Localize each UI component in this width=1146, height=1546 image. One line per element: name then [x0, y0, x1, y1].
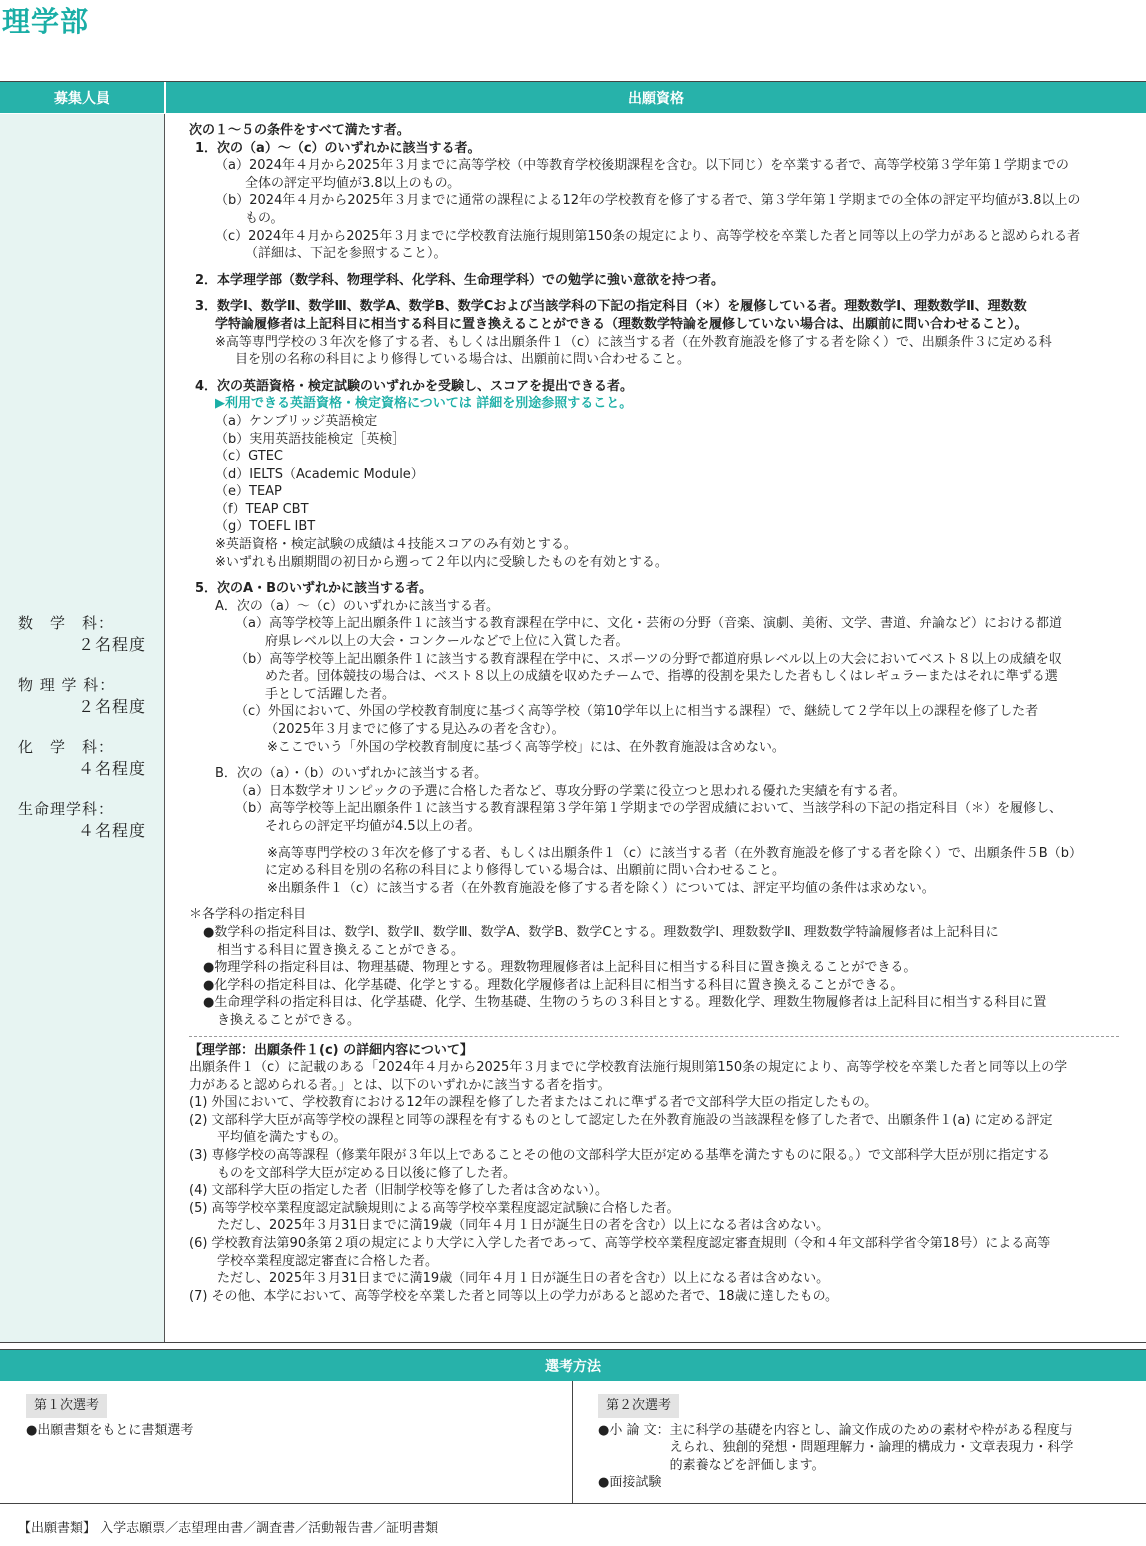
spacer	[189, 897, 1129, 906]
essay-desc: 主に科学の基礎を内容とし、論文作成のための素材や枠がある程度与	[669, 1422, 1073, 1438]
table-bottom-border	[0, 1342, 1146, 1343]
qualification-line: めた者。団体競技の場合は、ベスト８以上の成績を収めたチームで、指導的役割を果たした者もしくはレギュラーまたはそれに準ずる選	[265, 669, 1058, 685]
recruit-column	[0, 114, 165, 1342]
spacer	[189, 571, 1129, 580]
qualification-line: （詳細は、下記を参照すること）。	[245, 246, 447, 262]
qualification-line: 出願条件１（c）に記載のある「2024年４月から2025年３月までに学校教育法施行規則第150条の規定により、高等学校を卒業した者と同等以上の学	[189, 1060, 1068, 1076]
qualification-line: （b）高等学校等上記出願条件１に該当する教育課程在学中に、スポーツの分野で都道府県レベル以上の大会においてベスト８以上の成績を収	[235, 651, 1062, 667]
qualification-line: ただし、2025年３月31日までに満19歳（同年４月１日が誕生日の者を含む）以上になる者は含めない。	[217, 1271, 830, 1287]
essay-desc: 的素養などを評価します。	[669, 1457, 825, 1473]
qualification-line: (4) 文部科学大臣の指定した者（旧制学校等を修了した者は含めない）。	[189, 1183, 609, 1199]
qualification-line: 平均値を満たすもの。	[217, 1130, 347, 1146]
qualification-text	[189, 122, 1129, 1305]
qualification-line: （f）TEAP CBT	[215, 501, 309, 517]
department-count: ２名程度	[78, 697, 147, 716]
first-selection	[26, 1394, 193, 1439]
page-title: 理学部	[2, 5, 90, 38]
qualification-line: ＊各学科の指定科目	[189, 907, 307, 923]
header-recruit	[0, 82, 164, 113]
selection-header	[0, 1350, 1146, 1381]
qualification-line: 学校卒業程度認定審査に合格した者。	[217, 1253, 439, 1269]
qualification-line: 学特論履修者は上記科目に相当する科目に置き換えることができる（理数数学特論を履修していない場合は、出願前に問い合わせること）。	[215, 316, 1028, 332]
qualification-line: 1．次の（a）～（c）のいずれかに該当する者。	[195, 140, 481, 156]
qualification-line: もの。	[245, 210, 284, 226]
spacer	[189, 756, 1129, 765]
qualification-line: (1) 外国において、学校教育における12年の課程を修了した者またはこれに準ずる者で文部科学大臣の指定したもの。	[189, 1095, 878, 1111]
header-recruit-label: 募集人員	[54, 90, 110, 107]
department-name: 数 学 科：	[18, 614, 115, 632]
qualification-line: （a）日本数学オリンピックの予選に合格した者など、専攻分野の学業に役立つと思われる優れた実績を有する者。	[235, 783, 906, 799]
qualification-line: 5．次のA・Bのいずれかに該当する者。	[195, 581, 433, 597]
spacer	[189, 263, 1129, 272]
qualification-column	[165, 114, 1146, 1342]
qualification-line: (3) 専修学校の高等課程（修業年限が３年以上であることその他の文部科学大臣が定める基準を満たすものに限る。）で文部科学大臣が別に指定する	[189, 1148, 1051, 1164]
essay-desc: えられ、独創的発想・問題理解力・論理的構成力・文章表現力・科学	[669, 1440, 1074, 1455]
qualification-line: 2．本学理学部（数学科、物理学科、化学科、生命理学科）での勉学に強い意欲を持つ者。	[195, 272, 725, 288]
second-selection	[598, 1394, 1073, 1492]
selection-divider	[572, 1381, 573, 1503]
qualification-line: （2025年３月までに修了する見込みの者を含む）。	[265, 722, 565, 737]
qualification-line: （a）ケンブリッジ英語検定	[215, 413, 378, 429]
qualification-line: ●数学科の指定科目は、数学Ⅰ、数学Ⅱ、数学Ⅲ、数学A、数学B、数学Cとする。理数数学Ⅰ、理数数学Ⅱ、理数数学特論履修者は上記科目に	[203, 924, 999, 940]
qualification-line: （a）2024年４月から2025年３月までに高等学校（中等教育学校後期課程を含む。以下同じ）を卒業する者で、高等学校第３学年第１学期までの	[215, 158, 1069, 174]
qualification-line: （b）2024年４月から2025年３月までに通常の課程による12年の学校教育を修了する者で、第３学年第１学期までの全体の評定平均値が3.8以上の	[215, 193, 1081, 209]
second-selection-tag: 第２次選考	[598, 1394, 679, 1418]
spacer	[189, 289, 1129, 298]
department-life-science	[18, 798, 146, 842]
spacer	[189, 369, 1129, 378]
qualification-line: （b）高等学校等上記出願条件１に該当する教育課程第３学年第１学期までの学習成績において、当該学科の下記の指定科目（＊）を履修し、	[235, 801, 1062, 817]
qualification-line: 手として活躍した者。	[265, 686, 396, 702]
department-count: ４名程度	[78, 759, 147, 778]
qualification-line: 府県レベル以上の大会・コンクールなどで上位に入賞した者。	[265, 634, 629, 650]
qualification-line: 3．数学Ⅰ、数学Ⅱ、数学Ⅲ、数学A、数学B、数学Cおよび当該学科の下記の指定科目（＊）を履修している者。理数数学Ⅰ、理数数学Ⅱ、理数数	[195, 299, 1027, 315]
qualification-line: ものを文部科学大臣が定める日以後に修了した者。	[217, 1165, 517, 1181]
qualification-line: き換えることができる。	[217, 1012, 361, 1028]
qualification-line: （c）2024年４月から2025年３月までに学校教育法施行規則第150条の規定により、高等学校を卒業した者と同等以上の学力があると認められる者	[215, 228, 1081, 244]
qualification-line: ▶利用できる英語資格・検定資格については 詳細を別途参照すること。	[215, 396, 633, 412]
qualification-line: B．次の（a）・（b）のいずれかに該当する者。	[215, 766, 488, 782]
dashed-divider	[189, 1036, 1119, 1037]
qualification-line: （b）実用英語技能検定［英検］	[215, 431, 406, 447]
department-math	[18, 612, 146, 656]
qualification-line: ※高等専門学校の３年次を修了する者、もしくは出願条件１（c）に該当する者（在外教育施設を修了する者を除く）で、出願条件５B（b）	[267, 845, 1082, 861]
qualification-line: （c）GTEC	[215, 449, 283, 465]
qualification-line: 【理学部：出願条件１(c) の詳細内容について】	[189, 1042, 473, 1058]
qualification-line: （g）TOEFL IBT	[215, 519, 316, 535]
interview-item: ●面接試験	[598, 1475, 662, 1490]
department-name: 化 学 科：	[18, 738, 115, 756]
qualification-line: 相当する科目に置き換えることができる。	[217, 942, 465, 958]
qualification-line: ※いずれも出願期間の初日から遡って２年以内に受験したものを有効とする。	[215, 554, 668, 570]
qualification-line: ※出願条件１（c）に該当する者（在外教育施設を修了する者を除く）については、評定平均値の条件は求めない。	[267, 880, 935, 896]
essay-label: ●小 論 文：	[598, 1422, 670, 1438]
qualification-line: (5) 高等学校卒業程度認定試験規則による高等学校卒業程度認定試験に合格した者。	[189, 1200, 680, 1216]
first-selection-tag: 第１次選考	[26, 1394, 107, 1418]
qualification-line: ※英語資格・検定試験の成績は４技能スコアのみ有効とする。	[215, 537, 577, 553]
department-chemistry	[18, 736, 146, 780]
qualification-line: （d）IELTS（Academic Module）	[215, 466, 424, 482]
qualification-line: に定める科目を別の名称の科目により修得している場合は、出願前に問い合わせること。	[265, 863, 786, 879]
qualification-line: ●生命理学科の指定科目は、化学基礎、化学、生物基礎、生物のうちの３科目とする。理数化学、理数生物履修者は上記科目に相当する科目に置	[203, 995, 1047, 1011]
selection-title: 選考方法	[545, 1358, 601, 1375]
qualification-line: （a）高等学校等上記出願条件１に該当する教育課程在学中に、文化・芸術の分野（音楽、演劇、美術、文学、書道、弁論など）における都道	[235, 616, 1062, 632]
department-count: ２名程度	[78, 635, 147, 654]
qualification-line: (6) 学校教育法第90条第２項の規定により大学に入学した者であって、高等学校卒業程度認定審査規則（令和４年文部科学省令第18号）による高等	[189, 1236, 1051, 1252]
department-name: 物 理 学 科：	[18, 676, 116, 694]
spacer	[189, 836, 1129, 845]
header-qualification	[166, 82, 1146, 113]
qualification-line: 目を別の名称の科目により修得している場合は、出願前に問い合わせること。	[235, 352, 691, 368]
qualification-line: それらの評定平均値が4.5以上の者。	[265, 818, 481, 834]
qualification-line: ただし、2025年３月31日までに満19歳（同年４月１日が誕生日の者を含む）以上になる者は含めない。	[217, 1218, 830, 1234]
qualification-line: 次の１～５の条件をすべて満たす者。	[189, 123, 410, 138]
qualification-line: 全体の評定平均値が3.8以上のもの。	[245, 175, 461, 191]
first-selection-item: ●出願書類をもとに書類選考	[26, 1422, 194, 1438]
qualification-line: ●物理学科の指定科目は、物理基礎、物理とする。理数物理履修者は上記科目に相当する科目に置き換えることができる。	[203, 960, 917, 976]
qualification-line: 4．次の英語資格・検定試験のいずれかを受験し、スコアを提出できる者。	[195, 378, 634, 394]
department-physics	[18, 674, 146, 718]
qualification-line: A．次の（a）～（c）のいずれかに該当する者。	[215, 598, 500, 614]
selection-bottom-border	[0, 1503, 1146, 1504]
qualification-line: （c）外国において、外国の学校教育制度に基づく高等学校（第10学年以上に相当する課程）で、継続して２学年以上の課程を修了した者	[235, 704, 1039, 720]
department-name: 生命理学科：	[18, 800, 115, 818]
qualification-line: ●化学科の指定科目は、化学基礎、化学とする。理数化学履修者は上記科目に相当する科目に置き換えることができる。	[203, 977, 904, 993]
department-count: ４名程度	[78, 821, 147, 840]
qualification-line: (7) その他、本学において、高等学校を卒業した者と同等以上の学力があると認めた者で、18歳に達したもの。	[189, 1288, 839, 1304]
qualification-line: (2) 文部科学大臣が高等学校の課程と同等の課程を有するものとして認定した在外教育施設の当該課程を修了した者で、出願条件１(a) に定める評定	[189, 1112, 1053, 1128]
qualification-line: 力があると認められる者。」とは、以下のいずれかに該当する者を指す。	[189, 1077, 611, 1093]
qualification-line: ※ここでいう「外国の学校教育制度に基づく高等学校」には、在外教育施設は含めない。	[267, 739, 785, 755]
header-qualification-label: 出願資格	[628, 90, 684, 107]
application-documents: 【出願書類】 入学志願票／志望理由書／調査書／活動報告書／証明書類	[18, 1521, 439, 1536]
qualification-line: （e）TEAP	[215, 484, 282, 500]
qualification-line: ※高等専門学校の３年次を修了する者、もしくは出願条件１（c）に該当する者（在外教育施設を修了する者を除く）で、出願条件３に定める科	[215, 334, 1052, 350]
